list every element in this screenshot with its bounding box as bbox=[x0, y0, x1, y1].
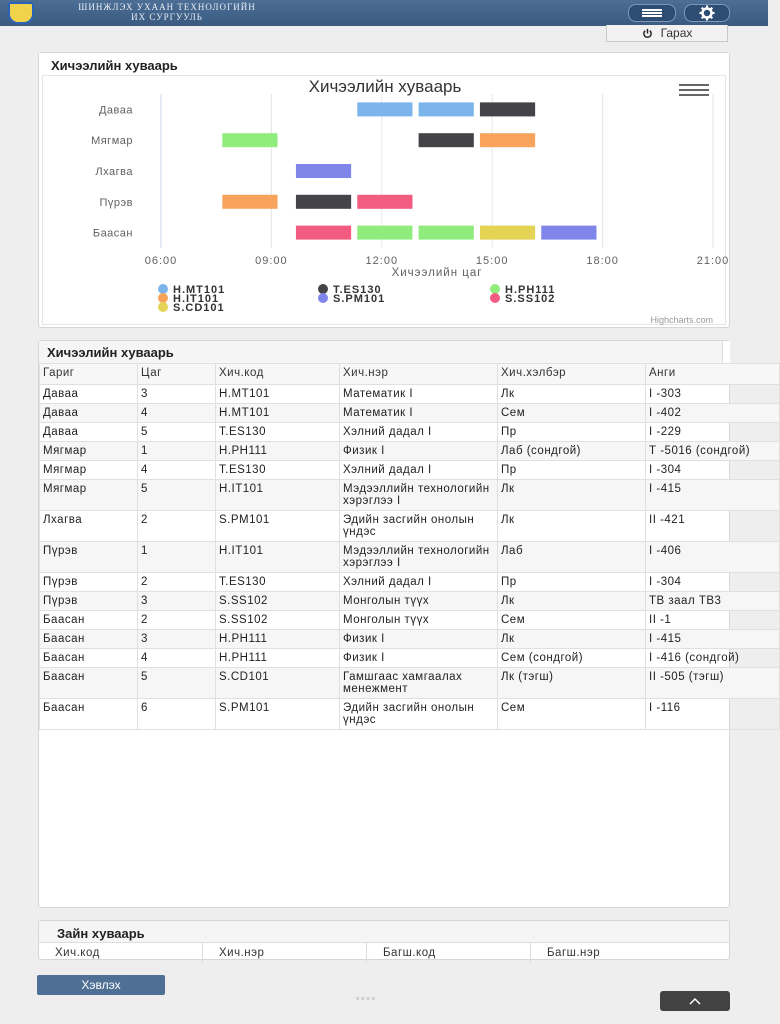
cell-day: Баасан bbox=[40, 699, 138, 730]
cell-type: Лк (тэгш) bbox=[498, 668, 646, 699]
cell-name: Математик I bbox=[340, 385, 498, 404]
cell-name: Хэлний дадал I bbox=[340, 461, 498, 480]
cell-room: I -406 bbox=[646, 542, 780, 573]
y-category-label: Пүрэв bbox=[99, 196, 133, 209]
bar-t-es130[interactable] bbox=[419, 133, 474, 147]
schedule-chart-panel bbox=[38, 52, 730, 328]
y-category-label: Даваа bbox=[98, 104, 133, 117]
cell-room: II -1 bbox=[646, 611, 780, 630]
col-header-code[interactable]: Хич.код bbox=[216, 364, 340, 385]
legend-marker[interactable] bbox=[490, 293, 500, 303]
cell-day: Баасан bbox=[40, 649, 138, 668]
bar-h-ph111[interactable] bbox=[357, 226, 412, 240]
cell-room: I -229 bbox=[646, 423, 780, 442]
cell-code: T.ES130 bbox=[216, 423, 340, 442]
x-tick-label: 18:00 bbox=[586, 255, 619, 267]
x-tick-label: 09:00 bbox=[255, 255, 288, 267]
cell-type: Лк bbox=[498, 480, 646, 511]
table-row[interactable] bbox=[40, 423, 780, 442]
exam-schedule-panel bbox=[38, 920, 730, 960]
logout-button[interactable] bbox=[606, 25, 728, 42]
cell-type: Лк bbox=[498, 630, 646, 649]
cell-room: I -303 bbox=[646, 385, 780, 404]
cell-code: S.PM101 bbox=[216, 699, 340, 730]
legend-marker[interactable] bbox=[158, 293, 168, 303]
schedule-table-panel bbox=[38, 340, 751, 908]
cell-code: S.SS102 bbox=[216, 611, 340, 630]
table-row[interactable] bbox=[40, 630, 780, 649]
scroll-top-button[interactable] bbox=[660, 991, 730, 1011]
legend-item-h-it101[interactable]: H.IT101 bbox=[173, 293, 220, 305]
cell-type: Пр bbox=[498, 573, 646, 592]
x-tick-label: 15:00 bbox=[475, 255, 509, 267]
bar-h-ph111[interactable] bbox=[222, 133, 277, 147]
cell-room: II -421 bbox=[646, 511, 780, 542]
col-header-day[interactable]: Гариг bbox=[40, 364, 138, 385]
col-header-type[interactable]: Хич.хэлбэр bbox=[498, 364, 646, 385]
table-row[interactable] bbox=[40, 461, 780, 480]
bar-h-ph111[interactable] bbox=[419, 226, 474, 240]
cell-type: Лаб bbox=[498, 542, 646, 573]
legend-marker[interactable] bbox=[318, 284, 328, 294]
y-category-label: Баасан bbox=[92, 227, 133, 240]
cell-period: 3 bbox=[138, 592, 216, 611]
table-row[interactable] bbox=[40, 573, 780, 592]
cell-room: ТВ заал ТВ3 bbox=[646, 592, 780, 611]
table-row[interactable] bbox=[40, 385, 780, 404]
table-row[interactable] bbox=[40, 480, 780, 511]
exam-table-header bbox=[39, 943, 729, 963]
cell-name: Мэдээллийн технологийн хэрэглээ I bbox=[340, 480, 498, 511]
bar-s-ss102[interactable] bbox=[357, 195, 412, 209]
y-category-label: Мягмар bbox=[91, 135, 133, 148]
cell-name: Математик I bbox=[340, 404, 498, 423]
exam-col-teacher-code[interactable]: Багш.код bbox=[367, 943, 531, 963]
cell-room: I -415 bbox=[646, 480, 780, 511]
x-tick-label: 12:00 bbox=[365, 255, 399, 267]
exam-col-teacher-name[interactable]: Багш.нэр bbox=[547, 947, 601, 959]
cell-period: 2 bbox=[138, 511, 216, 542]
cell-type: Сем bbox=[498, 699, 646, 730]
cell-period: 5 bbox=[138, 423, 216, 442]
table-row[interactable] bbox=[40, 699, 780, 730]
schedule-table-wrapper bbox=[39, 363, 751, 909]
x-tick-label: 21:00 bbox=[696, 255, 730, 267]
bar-t-es130[interactable] bbox=[480, 102, 535, 116]
page-indicator: ▫▫▫▫ bbox=[356, 993, 377, 1003]
university-logo bbox=[8, 2, 34, 24]
cell-period: 5 bbox=[138, 480, 216, 511]
legend-marker[interactable] bbox=[158, 284, 168, 294]
cell-period: 2 bbox=[138, 611, 216, 630]
table-row[interactable] bbox=[40, 611, 780, 630]
table-row[interactable] bbox=[40, 668, 780, 699]
legend-item-s-ss102[interactable]: S.SS102 bbox=[505, 293, 556, 305]
legend-marker[interactable] bbox=[318, 293, 328, 303]
table-header-row bbox=[40, 364, 780, 385]
cell-name: Эдийн засгийн онолын үндэс bbox=[340, 511, 498, 542]
bar-s-ss102[interactable] bbox=[296, 226, 351, 240]
cell-day: Баасан bbox=[40, 611, 138, 630]
y-category-label: Лхагва bbox=[95, 166, 133, 178]
cell-name: Монголын түүх bbox=[340, 611, 498, 630]
bar-s-pm101[interactable] bbox=[541, 226, 596, 240]
legend-item-h-mt101[interactable]: H.MT101 bbox=[173, 284, 226, 296]
cell-day: Лхагва bbox=[40, 511, 138, 542]
col-header-period[interactable]: Цаг bbox=[138, 364, 216, 385]
cell-room: I -416 (сондгой) bbox=[646, 649, 780, 668]
cell-type: Лаб (сондгой) bbox=[498, 442, 646, 461]
cell-type: Сем (сондгой) bbox=[498, 649, 646, 668]
cell-room: I -402 bbox=[646, 404, 780, 423]
cell-code: T.ES130 bbox=[216, 573, 340, 592]
exam-col-name[interactable]: Хич.нэр bbox=[203, 943, 367, 963]
legend-marker[interactable] bbox=[490, 284, 500, 294]
cell-day: Мягмар bbox=[40, 480, 138, 511]
cell-code: S.CD101 bbox=[216, 668, 340, 699]
cell-day: Пүрэв bbox=[40, 573, 138, 592]
cell-period: 4 bbox=[138, 461, 216, 480]
cell-day: Пүрэв bbox=[40, 542, 138, 573]
cell-type: Лк bbox=[498, 511, 646, 542]
cell-name: Гамшгаас хамгаалах менежмент bbox=[340, 668, 498, 699]
cell-room: I -116 bbox=[646, 699, 780, 730]
bar-h-mt101[interactable] bbox=[419, 102, 474, 116]
cell-period: 2 bbox=[138, 573, 216, 592]
cell-period: 6 bbox=[138, 699, 216, 730]
cell-period: 1 bbox=[138, 442, 216, 461]
table-row[interactable] bbox=[40, 511, 780, 542]
cell-day: Пүрэв bbox=[40, 592, 138, 611]
cell-name: Физик I bbox=[340, 630, 498, 649]
table-row[interactable] bbox=[40, 442, 780, 461]
table-row[interactable] bbox=[40, 404, 780, 423]
cell-period: 5 bbox=[138, 668, 216, 699]
bar-h-it101[interactable] bbox=[222, 195, 277, 209]
cell-name: Эдийн засгийн онолын үндэс bbox=[340, 699, 498, 730]
cell-room: I -304 bbox=[646, 573, 780, 592]
chart-title: Хичээлийн хуваарь bbox=[308, 77, 462, 96]
bar-h-mt101[interactable] bbox=[357, 102, 412, 116]
cell-code: H.MT101 bbox=[216, 385, 340, 404]
legend-marker[interactable] bbox=[158, 302, 168, 312]
cell-type: Лк bbox=[498, 592, 646, 611]
table-row[interactable] bbox=[40, 649, 780, 668]
cell-day: Даваа bbox=[40, 385, 138, 404]
col-header-name[interactable]: Хич.нэр bbox=[340, 364, 498, 385]
x-tick-label: 06:00 bbox=[144, 255, 178, 267]
cell-period: 4 bbox=[138, 649, 216, 668]
legend-item-s-cd101[interactable]: S.CD101 bbox=[173, 302, 225, 314]
cell-day: Баасан bbox=[40, 668, 138, 699]
bar-h-it101[interactable] bbox=[480, 133, 535, 147]
cell-code: H.PH111 bbox=[216, 442, 340, 461]
cell-type: Пр bbox=[498, 423, 646, 442]
cell-code: H.IT101 bbox=[216, 542, 340, 573]
bar-s-cd101[interactable] bbox=[480, 226, 535, 240]
cell-code: H.MT101 bbox=[216, 404, 340, 423]
print-button[interactable]: Хэвлэх bbox=[37, 975, 165, 995]
table-row[interactable] bbox=[40, 592, 780, 611]
chart-context-menu-button[interactable] bbox=[679, 84, 709, 96]
exam-col-code[interactable]: Хич.код bbox=[39, 943, 203, 963]
chart-credits[interactable]: Highcharts.com bbox=[650, 315, 713, 325]
schedule-table bbox=[39, 363, 780, 730]
cell-name: Хэлний дадал I bbox=[340, 423, 498, 442]
cell-room: Т -5016 (сондгой) bbox=[646, 442, 780, 461]
chart-svg bbox=[43, 76, 730, 326]
cell-type: Пр bbox=[498, 461, 646, 480]
cell-code: H.PH111 bbox=[216, 649, 340, 668]
cell-room: II -505 (тэгш) bbox=[646, 668, 780, 699]
col-header-room[interactable]: Анги bbox=[646, 364, 780, 385]
cell-type: Сем bbox=[498, 404, 646, 423]
cell-code: T.ES130 bbox=[216, 461, 340, 480]
university-name bbox=[52, 2, 282, 22]
cell-day: Мягмар bbox=[40, 442, 138, 461]
cell-period: 4 bbox=[138, 404, 216, 423]
menu-button[interactable] bbox=[628, 4, 676, 22]
chevron-up-icon bbox=[689, 997, 701, 1005]
legend-item-s-pm101[interactable]: S.PM101 bbox=[333, 293, 386, 305]
cell-day: Мягмар bbox=[40, 461, 138, 480]
cell-name: Мэдээллийн технологийн хэрэглээ I bbox=[340, 542, 498, 573]
university-name-line1: ШИНЖЛЭХ УХААН ТЕХНОЛОГИЙН bbox=[78, 2, 256, 12]
legend-item-h-ph111[interactable]: H.PH111 bbox=[505, 284, 556, 296]
cell-type: Лк bbox=[498, 385, 646, 404]
schedule-chart bbox=[42, 75, 730, 325]
logout-label: Гарах bbox=[660, 26, 693, 40]
cell-period: 3 bbox=[138, 630, 216, 649]
cell-day: Даваа bbox=[40, 423, 138, 442]
cell-name: Физик I bbox=[340, 442, 498, 461]
cell-period: 3 bbox=[138, 385, 216, 404]
cell-room: I -415 bbox=[646, 630, 780, 649]
settings-button[interactable] bbox=[684, 4, 730, 22]
cell-room: I -304 bbox=[646, 461, 780, 480]
cell-code: S.SS102 bbox=[216, 592, 340, 611]
top-bar bbox=[0, 0, 768, 26]
x-axis-title: Хичээлийн цаг bbox=[391, 267, 483, 279]
exam-panel-title: Зайн хуваарь bbox=[39, 921, 729, 943]
cell-name: Физик I bbox=[340, 649, 498, 668]
bar-t-es130[interactable] bbox=[296, 195, 351, 209]
cell-day: Баасан bbox=[40, 630, 138, 649]
bar-s-pm101[interactable] bbox=[296, 164, 351, 178]
legend-item-t-es130[interactable]: T.ES130 bbox=[333, 284, 382, 296]
hamburger-icon bbox=[642, 9, 662, 17]
table-panel-title: Хичээлийн хуваарь bbox=[39, 341, 729, 365]
cell-code: S.PM101 bbox=[216, 511, 340, 542]
gear-icon bbox=[699, 5, 715, 21]
cell-day: Даваа bbox=[40, 404, 138, 423]
cell-code: H.IT101 bbox=[216, 480, 340, 511]
university-name-line2: ИХ СУРГУУЛЬ bbox=[131, 12, 203, 22]
chart-panel-title: Хичээлийн хуваарь bbox=[39, 53, 729, 76]
cell-name: Хэлний дадал I bbox=[340, 573, 498, 592]
table-scrollbar[interactable] bbox=[722, 341, 730, 363]
cell-period: 1 bbox=[138, 542, 216, 573]
cell-name: Монголын түүх bbox=[340, 592, 498, 611]
table-row[interactable] bbox=[40, 542, 780, 573]
power-icon bbox=[642, 28, 653, 39]
cell-code: H.PH111 bbox=[216, 630, 340, 649]
cell-type: Сем bbox=[498, 611, 646, 630]
